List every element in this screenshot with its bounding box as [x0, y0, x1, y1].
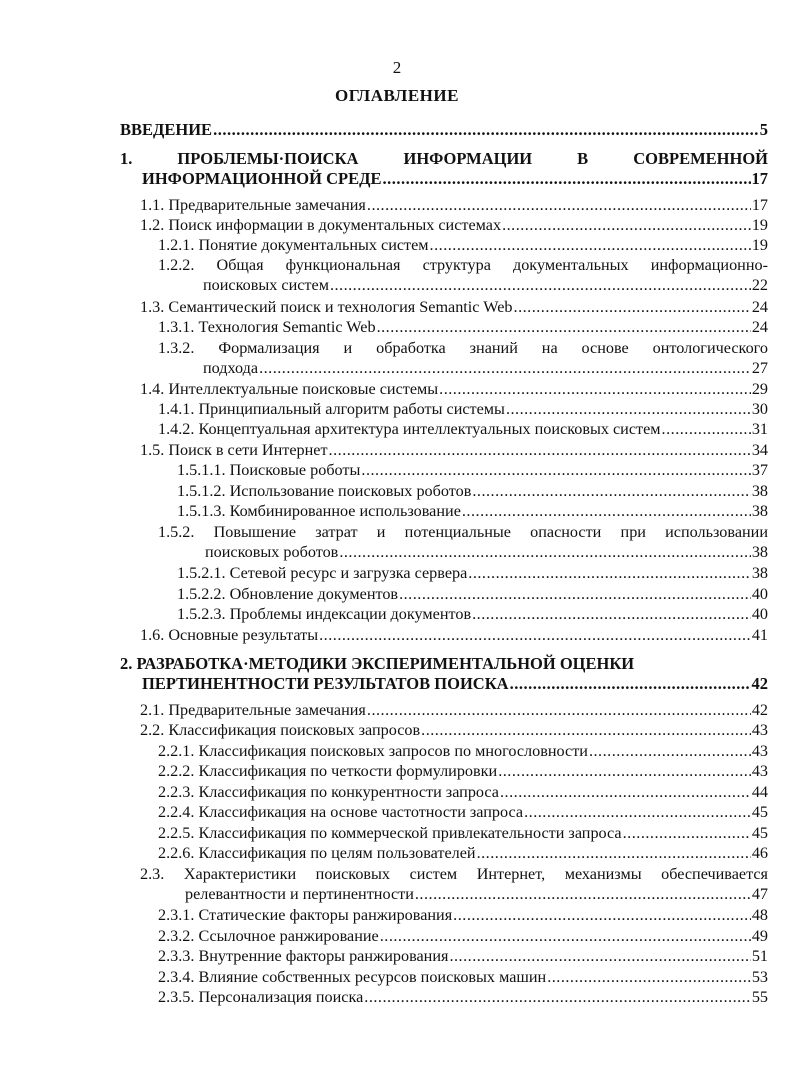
- dot-leader: [547, 967, 751, 987]
- toc-entry-title: 2.3.3. Внутренние факторы ранжирования: [158, 947, 449, 965]
- toc-entry-page: 45: [751, 803, 768, 821]
- toc-entry: [140, 297, 768, 317]
- dot-leader: [514, 297, 751, 317]
- toc-entry-page: 38: [751, 564, 768, 582]
- toc-entry-title: релевантности и пертинентности: [185, 885, 414, 903]
- dot-leader: [361, 460, 750, 480]
- toc-entry-title: 1.5.1.3. Комбинированное использование: [177, 502, 461, 520]
- toc-entry-page: 55: [751, 988, 768, 1006]
- toc-entry-page: 51: [751, 947, 768, 965]
- toc-entry-page: 34: [751, 441, 768, 459]
- toc-entry-page: 30: [751, 400, 768, 418]
- toc-entry-page: 48: [751, 906, 768, 924]
- toc-entry: [140, 195, 768, 215]
- toc-entry: [158, 987, 768, 1007]
- toc-entry-title: 1.5.1.2. Использование поисковых роботов: [177, 482, 472, 500]
- toc-entry-page: 42: [751, 674, 768, 693]
- toc-entry: [158, 946, 768, 966]
- dot-leader: [415, 884, 751, 904]
- dot-leader: [472, 604, 751, 624]
- toc-entry-page: 43: [751, 721, 768, 739]
- toc-entry: [158, 419, 768, 439]
- dot-leader: [367, 700, 751, 720]
- toc-entry-page: 53: [751, 968, 768, 986]
- toc-entry-page: 45: [751, 824, 768, 842]
- toc-entry-title: 2.3.2. Ссылочное ранжирование: [158, 927, 379, 945]
- toc-entry-page: 38: [751, 482, 768, 500]
- toc-entry-page: 29: [751, 380, 768, 398]
- toc-entry-page: 24: [751, 298, 768, 316]
- toc-entry-page: 38: [751, 502, 768, 520]
- toc-entry-title-line: 1.2.2. Общая функциональная структура документальных информационно-: [158, 256, 768, 274]
- dot-leader: [329, 440, 751, 460]
- dot-leader: [380, 926, 751, 946]
- toc-entry-page: 47: [751, 885, 768, 903]
- toc-entry: [140, 700, 768, 720]
- dot-leader: [382, 169, 750, 189]
- toc-entry-title: 1.3.1. Технология Semantic Web: [158, 318, 376, 336]
- toc-entry-title-line: 2.3. Характеристики поисковых систем Интернет, механизмы обеспечивается: [140, 865, 768, 883]
- toc-entry: [177, 604, 768, 624]
- toc-entry-page: 40: [751, 585, 768, 603]
- toc-entry-title: 2.2. Классификация поисковых запросов: [140, 721, 421, 739]
- toc-entry-page: 41: [751, 626, 768, 644]
- toc-title: ОГЛАВЛЕНИЕ: [335, 86, 459, 105]
- toc-entry-page: 31: [751, 420, 768, 438]
- toc-entry: [177, 501, 768, 521]
- dot-leader: [399, 584, 751, 604]
- dot-leader: [502, 215, 751, 235]
- toc-entry-title-line: 2. РАЗРАБОТКА·МЕТОДИКИ ЭКСПЕРИМЕНТАЛЬНОЙ ОЦЕНКИ: [120, 654, 635, 673]
- toc-entry: [158, 967, 768, 987]
- toc-entry-title: 2.2.3. Классификация по конкурентности запроса: [158, 783, 499, 801]
- toc-entry: [140, 864, 768, 904]
- toc-entry: [177, 460, 768, 480]
- dot-leader: [364, 987, 751, 1007]
- toc-entry-title: 2.1. Предварительные замечания: [140, 701, 366, 719]
- toc-entry: [120, 120, 768, 140]
- toc-entry-title: 1.3. Семантический поиск и технология Semantic Web: [140, 298, 513, 316]
- dot-leader: [319, 625, 751, 645]
- toc-entry: [140, 720, 768, 740]
- toc-entry-title: 1.5.2.3. Проблемы индексации документов: [177, 605, 472, 623]
- toc-entry-title: 1.4. Интеллектуальные поисковые системы: [140, 380, 439, 398]
- toc-entry: [158, 802, 768, 822]
- dot-leader: [662, 419, 751, 439]
- toc-entry-page: 19: [751, 216, 768, 234]
- toc-entry-page: 40: [751, 605, 768, 623]
- dot-leader: [472, 481, 750, 501]
- toc-entry: [140, 379, 768, 399]
- dot-leader: [339, 542, 751, 562]
- dot-leader: [430, 235, 751, 255]
- toc-entry-title: поисковых роботов: [205, 543, 339, 561]
- toc-entry-title: 1.2. Поиск информации в документальных системах: [140, 216, 502, 234]
- toc-entry: [158, 235, 768, 255]
- toc-entry-page: 42: [751, 701, 768, 719]
- toc-entry-page: 22: [751, 276, 768, 294]
- dot-leader: [623, 823, 751, 843]
- toc-entry-page: 17: [751, 196, 768, 214]
- dot-leader: [213, 120, 759, 140]
- toc-entry-page: 5: [759, 120, 768, 139]
- dot-leader: [510, 674, 751, 694]
- dot-leader: [439, 379, 751, 399]
- toc-entry-title: 1.2.1. Понятие документальных систем: [158, 236, 429, 254]
- toc-entry: [120, 149, 768, 189]
- toc-entry-title: поисковых систем: [203, 276, 329, 294]
- toc-entry: [177, 563, 768, 583]
- toc-entry-title: 2.2.6. Классификация по целям пользователей: [158, 844, 476, 862]
- toc-entry-title: 2.3.1. Статические факторы ранжирования: [158, 906, 453, 924]
- toc-entry-title: 1.6. Основные результаты: [140, 626, 319, 644]
- dot-leader: [524, 802, 751, 822]
- toc-entry: [158, 823, 768, 843]
- toc-entry: [158, 338, 768, 378]
- toc-entry-title: 2.2.5. Классификация по коммерческой привлекательности запроса: [158, 824, 622, 842]
- toc-entry-title: 2.3.5. Персонализация поиска: [158, 988, 364, 1006]
- toc-entry: [140, 215, 768, 235]
- dot-leader: [498, 761, 751, 781]
- dot-leader: [500, 782, 751, 802]
- dot-leader: [506, 399, 751, 419]
- toc-entry-page: 19: [751, 236, 768, 254]
- toc-entry-title: ПЕРТИНЕНТНОСТИ РЕЗУЛЬТАТОВ ПОИСКА: [142, 674, 509, 693]
- toc-entry-page: 38: [751, 543, 768, 561]
- toc-entry: [158, 741, 768, 761]
- toc-entry-title: ВВЕДЕНИЕ: [120, 120, 213, 139]
- toc-entry: [158, 317, 768, 337]
- toc-entry-title: ИНФОРМАЦИОННОЙ СРЕДЕ: [142, 169, 382, 188]
- dot-leader: [468, 563, 751, 583]
- toc-entry-page: 27: [751, 359, 768, 377]
- toc-entry: [177, 481, 768, 501]
- toc-entry-title: 1.4.2. Концептуальная архитектура интеллектуальных поисковых систем: [158, 420, 661, 438]
- toc-entry-title: 2.2.2. Классификация по четкости формулировки: [158, 762, 498, 780]
- toc-entry-title: 1.5.1.1. Поисковые роботы: [177, 461, 361, 479]
- toc-entry: [158, 905, 768, 925]
- toc-entry-title-line: 1.3.2. Формализация и обработка знаний на основе онтологического: [158, 339, 768, 357]
- toc-entry-page: 49: [751, 927, 768, 945]
- toc-entry: [158, 399, 768, 419]
- toc-entry-title: 1.1. Предварительные замечания: [140, 196, 366, 214]
- toc-entry-title: подхода: [203, 359, 259, 377]
- dot-leader: [453, 905, 751, 925]
- toc-entry-title: 1.4.1. Принципиальный алгоритм работы системы: [158, 400, 505, 418]
- dot-leader: [449, 946, 750, 966]
- toc-entry: [158, 255, 768, 295]
- toc-entry-title: 2.2.1. Классификация поисковых запросов по многословности: [158, 742, 588, 760]
- toc-entry: [140, 625, 768, 645]
- toc-entry-title: 1.5.2.1. Сетевой ресурс и загрузка сервера: [177, 564, 468, 582]
- dot-leader: [421, 720, 751, 740]
- dot-leader: [330, 275, 751, 295]
- dot-leader: [589, 741, 751, 761]
- toc-entry-page: 46: [751, 844, 768, 862]
- toc-entry-page: 44: [751, 783, 768, 801]
- page-number: 2: [392, 58, 402, 77]
- toc-entry-page: 37: [751, 461, 768, 479]
- toc-entry-page: 43: [751, 762, 768, 780]
- dot-leader: [462, 501, 751, 521]
- toc-entry-page: 17: [751, 169, 768, 188]
- toc-entry: [158, 522, 768, 562]
- toc-entry-page: 24: [751, 318, 768, 336]
- toc-entry-page: 43: [751, 742, 768, 760]
- toc-entry: [158, 761, 768, 781]
- toc-entry-title: 1.5.2.2. Обновление документов: [177, 585, 399, 603]
- toc-entry: [177, 584, 768, 604]
- toc-entry: [158, 843, 768, 863]
- toc-entry: [120, 654, 768, 694]
- toc-entry-title: 2.2.4. Классификация на основе частотности запроса: [158, 803, 524, 821]
- toc-entry-title: 2.3.4. Влияние собственных ресурсов поисковых машин: [158, 968, 547, 986]
- toc-entry-title-line: 1. ПРОБЛЕМЫ·ПОИСКА ИНФОРМАЦИИ В СОВРЕМЕННОЙ: [120, 149, 768, 168]
- toc-entry: [140, 440, 768, 460]
- dot-leader: [259, 358, 751, 378]
- dot-leader: [367, 195, 751, 215]
- dot-leader: [477, 843, 751, 863]
- toc-entry-title-line: 1.5.2. Повышение затрат и потенциальные опасности при использовании: [158, 523, 768, 541]
- toc-entry-title: 1.5. Поиск в сети Интернет: [140, 441, 328, 459]
- toc-entry: [158, 782, 768, 802]
- dot-leader: [377, 317, 751, 337]
- toc-entry: [158, 926, 768, 946]
